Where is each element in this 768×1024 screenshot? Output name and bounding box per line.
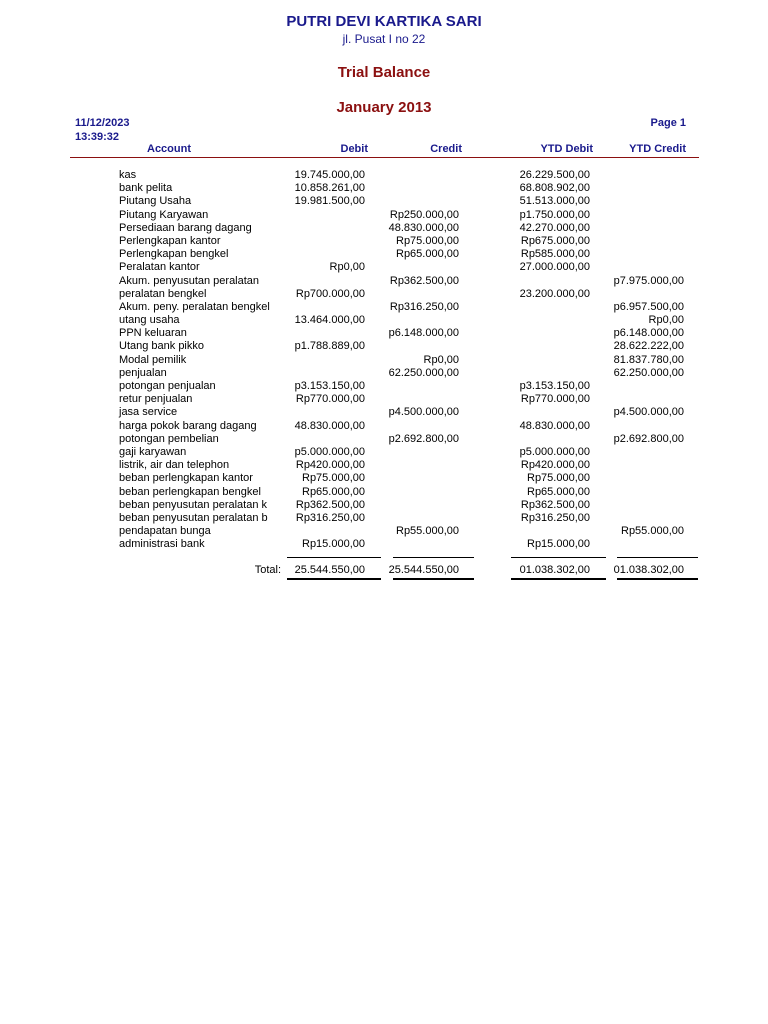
account-name: gaji karyawan <box>119 445 187 458</box>
column-header-credit: Credit <box>430 143 462 155</box>
account-name: Persediaan barang dagang <box>119 221 252 234</box>
account-name: kas <box>119 169 137 181</box>
table-row <box>0 406 768 419</box>
ytd-debit-value: Rp15.000,00 <box>527 538 590 551</box>
table-row <box>0 248 768 261</box>
ytd-debit-value: Rp585.000,00 <box>520 248 590 261</box>
table-row <box>0 433 768 446</box>
table-row <box>0 354 768 367</box>
total-ytd-debit: 01.038.302,00 <box>519 564 590 576</box>
ytd-credit-value: Rp55.000,00 <box>621 525 684 538</box>
account-name: beban penyusutan peralatan k <box>119 498 268 511</box>
ytd-debit-subtotal-rule <box>511 557 606 558</box>
debit-value: Rp65.000,00 <box>302 485 365 498</box>
debit-value: Rp420.000,00 <box>295 459 365 472</box>
ytd-credit-value: 62.250.000,00 <box>613 366 684 379</box>
total-credit: 25.544.550,00 <box>388 564 459 576</box>
debit-value: Rp0,00 <box>329 261 365 274</box>
account-name: Piutang Karyawan <box>119 208 209 221</box>
ytd-debit-value: p1.750.000,00 <box>519 208 590 221</box>
credit-value: Rp362.500,00 <box>389 274 459 287</box>
ytd-credit-value: p2.692.800,00 <box>613 432 684 445</box>
table-row <box>0 275 768 288</box>
account-rows <box>0 169 768 551</box>
credit-value: Rp75.000,00 <box>396 234 459 247</box>
debit-value: Rp316.250,00 <box>295 511 365 524</box>
account-name: harga pokok barang dagang <box>119 419 257 432</box>
account-name: Peralatan kantor <box>119 261 200 274</box>
account-name: PPN keluaran <box>119 327 187 340</box>
account-name: beban perlengkapan bengkel <box>119 485 261 498</box>
account-name: beban penyusutan peralatan b <box>119 511 268 524</box>
ytd-credit-value: 28.622.222,00 <box>613 340 684 353</box>
ytd-credit-value: p7.975.000,00 <box>613 274 684 287</box>
column-header-account: Account <box>147 143 191 155</box>
ytd-debit-value: 23.200.000,00 <box>519 287 590 300</box>
table-row <box>0 499 768 512</box>
total-ytd-credit: 01.038.302,00 <box>613 564 684 576</box>
header-rule <box>70 157 699 158</box>
table-row <box>0 327 768 340</box>
ytd-debit-value: 48.830.000,00 <box>519 419 590 432</box>
account-name: retur penjualan <box>119 393 193 406</box>
debit-total-rule <box>287 578 381 580</box>
debit-value: 48.830.000,00 <box>294 419 365 432</box>
table-row <box>0 393 768 406</box>
table-row <box>0 261 768 274</box>
table-row <box>0 367 768 380</box>
account-name: peralatan bengkel <box>119 287 207 300</box>
debit-value: p5.000.000,00 <box>294 445 365 458</box>
table-row <box>0 446 768 459</box>
debit-value: Rp362.500,00 <box>295 498 365 511</box>
table-row <box>0 486 768 499</box>
ytd-debit-value: Rp770.000,00 <box>520 393 590 406</box>
account-name: beban perlengkapan kantor <box>119 472 253 485</box>
table-row <box>0 314 768 327</box>
table-row <box>0 538 768 551</box>
ytd-debit-total-rule <box>511 578 606 580</box>
table-row <box>0 512 768 525</box>
credit-value: Rp55.000,00 <box>396 525 459 538</box>
account-name: utang usaha <box>119 314 180 327</box>
company-address: jl. Pusat I no 22 <box>342 32 426 46</box>
ytd-debit-value: p3.153.150,00 <box>519 380 590 392</box>
ytd-credit-value: 81.837.780,00 <box>613 353 684 366</box>
credit-value: Rp316.250,00 <box>389 300 459 313</box>
ytd-debit-value: Rp316.250,00 <box>520 511 590 524</box>
table-row <box>0 195 768 208</box>
credit-total-rule <box>393 578 474 580</box>
debit-value: 13.464.000,00 <box>294 314 365 327</box>
credit-value: p2.692.800,00 <box>388 432 459 445</box>
print-time: 13:39:32 <box>75 131 120 143</box>
account-name: Utang bank pikko <box>119 340 204 353</box>
account-name: penjualan <box>119 366 167 379</box>
credit-value: Rp250.000,00 <box>389 208 459 221</box>
account-name: Perlengkapan bengkel <box>119 248 229 261</box>
credit-value: p6.148.000,00 <box>388 327 459 340</box>
ytd-debit-value: Rp420.000,00 <box>520 459 590 472</box>
account-name: Akum. peny. peralatan bengkel <box>119 300 270 313</box>
account-name: Modal pemilik <box>119 353 187 366</box>
company-name: PUTRI DEVI KARTIKA SARI <box>286 13 482 30</box>
total-debit: 25.544.550,00 <box>294 564 365 576</box>
ytd-debit-value: Rp362.500,00 <box>520 498 590 511</box>
ytd-debit-value: Rp65.000,00 <box>527 485 590 498</box>
account-name: bank pelita <box>119 182 173 195</box>
credit-value: Rp0,00 <box>423 353 459 366</box>
table-row <box>0 340 768 353</box>
ytd-credit-subtotal-rule <box>617 557 698 558</box>
debit-value: 19.745.000,00 <box>294 169 365 181</box>
table-row <box>0 380 768 393</box>
table-row <box>0 182 768 195</box>
table-row <box>0 288 768 301</box>
ytd-credit-total-rule <box>617 578 698 580</box>
ytd-debit-value: 26.229.500,00 <box>519 169 590 181</box>
column-header-ytd-debit: YTD Debit <box>540 143 593 155</box>
debit-value: Rp15.000,00 <box>302 538 365 551</box>
total-label: Total: <box>254 564 281 576</box>
credit-subtotal-rule <box>393 557 474 558</box>
ytd-credit-value: p4.500.000,00 <box>613 406 684 419</box>
table-row <box>0 209 768 222</box>
account-name: jasa service <box>119 406 178 419</box>
ytd-debit-value: Rp675.000,00 <box>520 234 590 247</box>
ytd-debit-value: 27.000.000,00 <box>519 261 590 274</box>
account-name: listrik, air dan telephon <box>119 459 230 472</box>
debit-value: Rp770.000,00 <box>295 393 365 406</box>
credit-value: 48.830.000,00 <box>388 221 459 234</box>
table-row <box>0 169 768 182</box>
print-date: 11/12/2023 <box>75 117 130 129</box>
credit-value: Rp65.000,00 <box>396 248 459 261</box>
ytd-debit-value: 51.513.000,00 <box>519 195 590 208</box>
table-row <box>0 472 768 485</box>
debit-value: p1.788.889,00 <box>294 340 365 353</box>
ytd-debit-value: p5.000.000,00 <box>519 445 590 458</box>
report-title: Trial Balance <box>337 64 431 81</box>
ytd-credit-value: Rp0,00 <box>648 314 684 327</box>
account-name: Piutang Usaha <box>119 195 192 208</box>
table-row <box>0 222 768 235</box>
account-name: Perlengkapan kantor <box>119 234 221 247</box>
debit-value: 10.858.261,00 <box>294 182 365 195</box>
account-name: Akum. penyusutan peralatan <box>119 274 260 287</box>
ytd-credit-value: p6.957.500,00 <box>613 300 684 313</box>
ytd-debit-value: Rp75.000,00 <box>527 472 590 485</box>
debit-value: Rp75.000,00 <box>302 472 365 485</box>
account-name: potongan penjualan <box>119 380 216 392</box>
account-name: administrasi bank <box>119 538 205 551</box>
table-row <box>0 420 768 433</box>
account-name: pendapatan bunga <box>119 525 211 538</box>
ytd-debit-value: 42.270.000,00 <box>519 221 590 234</box>
table-row <box>0 235 768 248</box>
ytd-credit-value: p6.148.000,00 <box>613 327 684 340</box>
page-number: Page 1 <box>650 117 686 129</box>
ytd-debit-value: 68.808.902,00 <box>519 182 590 195</box>
debit-value: p3.153.150,00 <box>294 380 365 392</box>
account-name: potongan pembelian <box>119 432 219 445</box>
table-row <box>0 459 768 472</box>
debit-value: Rp700.000,00 <box>295 287 365 300</box>
report-period: January 2013 <box>336 99 432 116</box>
column-header-debit: Debit <box>340 143 368 155</box>
credit-value: 62.250.000,00 <box>388 366 459 379</box>
table-row <box>0 301 768 314</box>
debit-subtotal-rule <box>287 557 381 558</box>
table-row <box>0 525 768 538</box>
debit-value: 19.981.500,00 <box>294 195 365 208</box>
column-header-ytd-credit: YTD Credit <box>629 143 686 155</box>
credit-value: p4.500.000,00 <box>388 406 459 419</box>
